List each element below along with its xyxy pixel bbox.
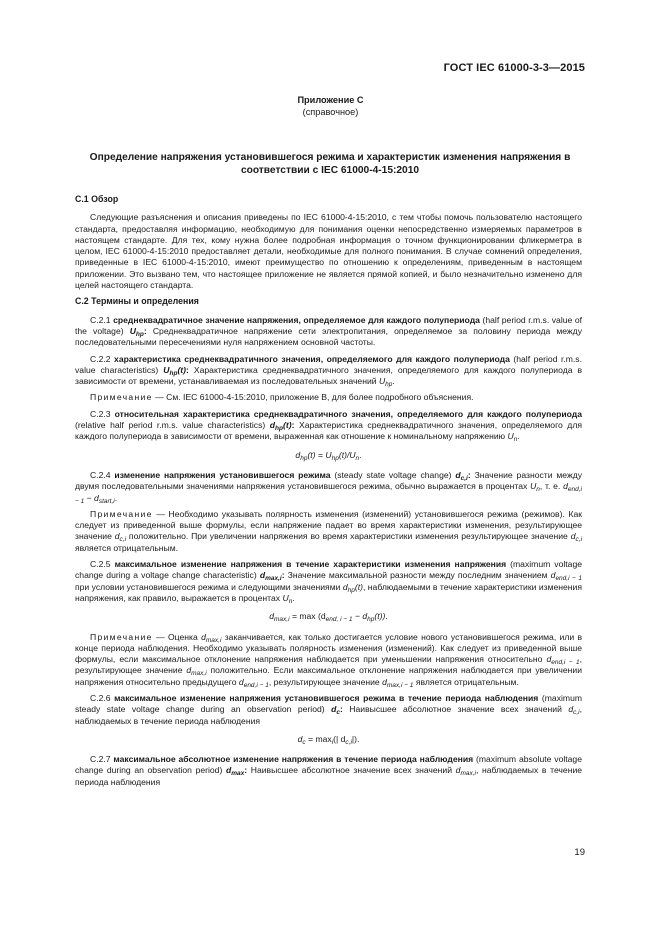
definition: Наивысшее абсолютное значение всех значений: [250, 765, 453, 776]
clause-c27: С.2.7 максимальное абсолютное изменение напряжения в течение периода наблюдения (maximum absolute voltage change during an observation period) $d_{max}$: Наивысшее абсолютное значение всех значений $d_{max,i}$, наблюдаемых в течение периода наблюдения: [75, 754, 583, 787]
clause-c23: С.2.3 относительная характеристика среднеквадратичного значения, определяемого для каждого полупериода (relative half period r.m.s. value characteristics) $d_{hp}(t)$: Характеристика среднеквадратичного значения, определяемого для каждого полупериода в зависимости от времени, выраженная как отношение к номинальному напряжению $U_n$.: [75, 408, 583, 444]
term: изменение напряжения установившегося режима: [114, 469, 331, 480]
term: характеристика среднеквадратичного значения, определяемого для каждого полупериода: [114, 353, 510, 364]
term: максимальное абсолютное изменение напряжения в течение периода наблюдения: [113, 754, 474, 765]
symbol: d: [259, 570, 266, 581]
page-number: 19: [574, 847, 585, 858]
term-english: (steady state voltage change): [334, 469, 452, 480]
definition: Характеристика среднеквадратичного значения, определяемого для каждого полупериода в зависимости от времени, выраженная как отношение к номинальному напряжению: [75, 420, 582, 442]
section-c2-heading: С.2 Термины и определения: [75, 296, 199, 307]
section-c1-paragraph: Следующие разъяснения и описания приведены по IEC 61000-4-15:2010, с тем чтобы помочь пользователю настоящего стандарта, предоставляя информацию, необходимую для понимания оценки непосредственно измеряемых параметров в настоящем стандарте. Для тех, кому нужна более подробная информация о точном функционировании фликерметра в целом, IEC 61000-4-15:2010 предоставляет детали, необходимые для полного понимания. В случае сомнений определения, приведенные в IEC 61000-4-15:2010, имеют преимущество по отношению к определениям, приведенным в настоящем приложении. Это вызвано тем, что настоящее приложение не является прямой копией, и было незначительно изменено для целей настоящего стандарта.: [75, 212, 582, 291]
symbol: d: [269, 420, 276, 431]
note-2: Примечание — Необходимо указывать полярность изменения (изменений) установившегося режима (режимов). Как следует из приведенной выше формулы, если напряжение падает во время характеристики изменения, результирующее значение $d_{c,i}$ положительно. При увеличении напряжения во время характеристики изменения результирующее значение $d_{c,i}$ является отрицательным.: [75, 508, 583, 553]
clause-number: С.2.6: [90, 692, 111, 703]
clause-number: С.2.5: [90, 559, 111, 570]
term: относительная характеристика среднеквадратичного значения, определяемого для каждого полупериода: [114, 408, 583, 419]
document-title: Определение напряжения установившегося режима и характеристик изменения напряжения в соответствии с IEC 61000-4-15:2010: [89, 152, 571, 176]
symbol: U: [129, 325, 136, 336]
symbol: U: [163, 364, 170, 375]
symbol: d: [455, 469, 461, 480]
annex-title: Приложение С: [297, 95, 364, 105]
note-label: Примечание: [90, 631, 153, 642]
section-c1-heading: С.1 Обзор: [75, 194, 119, 204]
term-english: (maximum voltage change during a voltage change characteristic): [75, 559, 582, 581]
formula-dc: $d_c = \max_i(|$ $d_{c,i}|$).: [297, 733, 360, 746]
definition: Характеристика среднеквадратичного значения, определяемого для каждого полупериода в зависимости от времени, устанавливаемая из последовательных значений: [75, 364, 583, 387]
clause-c24: С.2.4 изменение напряжения установившегося режима (steady state voltage change) $d_{c,i}$: Значение разности между двумя последовательными значениями напряжения установившегося режима, обычно выражается в процентах $U_n$, т. е. $d_{end,i - 1} - d_{start,i}$.: [75, 469, 583, 505]
standard-code: ГОСТ IEC 61000-3-3—2015: [443, 62, 585, 74]
note-label: Примечание: [90, 392, 153, 403]
term: максимальное изменение напряжения в течение характеристики изменения напряжения: [114, 559, 507, 570]
definition: Значение разности между двумя последовательными значениями напряжения установившегося режима, обычно выражается в процентах: [75, 469, 583, 492]
clause-number: С.2.1: [90, 314, 111, 325]
term: максимальное изменение напряжения установившегося режима в течение периода наблюдения: [114, 692, 539, 703]
clause-number: С.2.4: [90, 469, 111, 480]
clause-c25: С.2.5 максимальное изменение напряжения в течение характеристики изменения напряжения (maximum voltage change during a voltage change characteristic) $d_{max,i}$: Значение максимальной разности между последним значением $d_{end,i - 1}$ при условии установившегося режима и следующими значениями $d_{hp}(t)$, наблюдаемыми в течение характеристики изменения напряжения, как правило, выражается в процентах $U_n$.: [75, 559, 582, 605]
symbol: d: [225, 765, 232, 776]
definition: Наивысшее абсолютное значение всех значений: [349, 704, 562, 715]
definition: Среднеквадратичное напряжение сети электропитания, определяемое за половину периода между последовательными пересечениями нуля напряжением основной частоты.: [75, 325, 582, 348]
note-3: Примечание — Оценка $d_{max,i}$ заканчивается, как только достигается условие нового установившегося режима, или в конце периода наблюдения. Необходимо указывать полярность изменения (изменений). Как следует из приведенной выше формулы, если максимальное отклонение напряжения наблюдается при уменьшении напряжения относительно $d_{end,i - 1}$, результирующее значение $d_{max,i}$ положительно. Если максимальное отклонение напряжения наблюдается при увеличении напряжения относительно предыдущего $d_{end,i - 1}$, результирующее значение $d_{max,i - 1}$ является отрицательным.: [75, 631, 583, 689]
clause-number: С.2.3: [90, 408, 111, 419]
term-english: (maximum steady state voltage change during an observation period): [75, 692, 583, 715]
clause-number: С.2.2: [90, 353, 111, 364]
term-english: (relative half period r.m.s. value characteristics): [75, 420, 266, 431]
clause-c22: С.2.2 характеристика среднеквадратичного значения, определяемого для каждого полупериода (half period r.m.s. value characteristics) $U_{hp}(t)$: Характеристика среднеквадратичного значения, определяемого для каждого полупериода в зависимости от времени, устанавливаемая из последовательных значений $U_{hp}$.: [75, 353, 583, 389]
formula-dmax: $d_{max,i} = \max (d_{end, i - 1} - d_{hp}(t))$.: [269, 611, 388, 624]
note-1: [75, 392, 582, 403]
document-body: [75, 194, 582, 793]
annex-subtitle: (справочное): [302, 107, 359, 117]
formula-dhp: $d_{hp}(t) = U_{hp}(t)/U_n$.: [295, 449, 362, 462]
note-label: Примечание: [90, 508, 153, 519]
symbol: d: [331, 704, 337, 715]
term-english: (maximum absolute voltage change during an observation period): [75, 754, 582, 776]
clause-c21: С.2.1 среднеквадратичное значение напряжения, определяемое для каждого полупериода (half period r.m.s. value of the voltage) $U_{hp}$: Среднеквадратичное напряжение сети электропитания, определяемое за половину периода между последовательными пересечениями нуля напряжением основной частоты.: [75, 314, 583, 348]
term-english: (half period r.m.s. value of the voltage): [75, 314, 583, 336]
clause-c26: С.2.6 максимальное изменение напряжения установившегося режима в течение периода наблюдения (maximum steady state voltage change during an observation period) $d_c$: Наивысшее абсолютное значение всех значений $d_{c,i}$, наблюдаемых в течение периода наблюдения: [75, 692, 583, 726]
term: среднеквадратичное значение напряжения, определяемое для каждого полупериода: [113, 314, 480, 325]
term-english: (half period r.m.s. value characteristics): [75, 353, 582, 375]
clause-number: С.2.7: [90, 754, 111, 765]
note-text: — См. IEC 61000-4-15:2010, приложение В, для более подробного объяснения.: [155, 392, 474, 403]
